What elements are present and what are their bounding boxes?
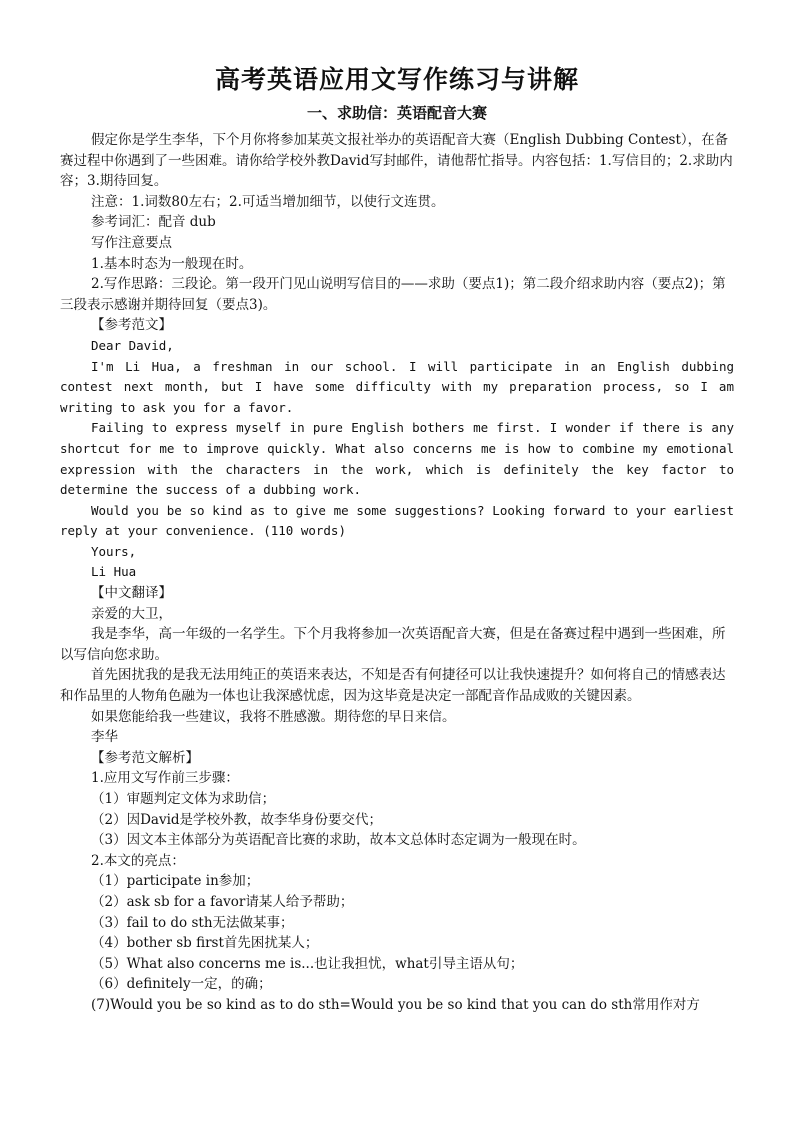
translation-heading: 【中文翻译】 [91,585,172,602]
tip-item: 2.写作思路：三段论。第一段开门见山说明写信目的——求助（要点1)；第二段介绍求助内容（要点2)；第三段表示感谢并期待回复（要点3)。 [60,276,726,313]
highlight-item: (7)Would you be so kind as to do sth=Would you be so kind that you can do sth常用作对方 [91,996,700,1013]
task-vocabulary: 参考词汇：配音 dub [91,214,216,231]
tip-item: 1.基本时态为一般现在时。 [91,255,253,272]
translation-greeting: 亲爱的大卫， [91,605,172,622]
analysis-point: 1.应用文写作前三步骤： [91,770,239,787]
highlight-item: （3）fail to do sth无法做某事； [91,914,294,931]
analysis-step: （1）审题判定文体为求助信； [91,791,276,807]
task-prompt: 假定你是学生李华，下个月你将参加某英文报社举办的英语配音大赛（English Dubbing Contest），在备赛过程中你遇到了一些困难。请你给学校外教David写封邮件，请他帮忙指导。内容包括：1.写信目的；2.求助内容；3.期待回复。 [60,132,733,190]
highlight-item: （5）What also concerns me is...也让我担忧，what引导主语从句； [91,955,524,972]
document-page [60,62,734,1016]
analysis-step: （3）因文本主体部分为英语配音比赛的求助，故本文总体时态定调为一般现在时。 [91,832,586,849]
task-note: 注意：1.词数80左右；2.可适当增加细节，以使行文连贯。 [91,193,445,210]
sample-closing: Yours, [91,543,137,559]
highlight-item: （6）definitely一定，的确； [91,976,272,993]
translation-paragraph: 我是李华，高一年级的一名学生。下个月我将参加一次英语配音大赛，但是在备赛过程中遇到一些困难，所以写信向您求助。 [60,626,726,663]
analysis-point: 2.本文的亮点： [91,852,185,869]
highlight-item: （4）bother sb first首先困扰某人； [91,935,319,952]
tips-heading: 写作注意要点 [91,234,172,251]
translation-paragraph: 首先困扰我的是我无法用纯正的英语来表达，不知是否有何捷径可以让我快速提升？如何将自己的情感表达和作品里的人物角色融为一体也让我深感忧虑，因为这毕竟是决定一部配音作品成败的关键因素。 [60,667,726,705]
translation-paragraph: 如果您能给我一些建议，我将不胜感激。期待您的早日来信。 [91,708,456,725]
section-subtitle: 一、求助信：英语配音大赛 [306,104,487,122]
sample-paragraph: Would you be so kind as to give me some suggestions? Looking forward to your earliest reply at your convenience. (110 words) [60,502,734,539]
highlight-item: （2）ask sb for a favor请某人给予帮助； [91,893,354,910]
highlight-item: （1）participate in参加； [91,873,260,890]
sample-paragraph: I'm Li Hua, a freshman in our school. I will participate in an English dubbing contest next month, but I have some difficulty with my preparation process, so I am writing to ask you for a favor. [60,358,734,415]
page-title: 高考英语应用文写作练习与讲解 [214,65,579,94]
sample-signature: Li Hua [91,564,137,580]
sample-paragraph: Failing to express myself in pure English bothers me first. I wonder if there is any shortcut for me to improve quickly. What also concerns me is how to combine my emotional expression with the characters in the work, which is definitely the key factor to determine the success of a dubbing work. [60,420,734,498]
translation-signature: 李华 [91,729,118,746]
sample-heading: 【参考范文】 [91,317,172,334]
analysis-heading: 【参考范文解析】 [91,749,199,766]
analysis-step: （2）因David是学校外教，故李华身份要交代； [91,811,383,828]
sample-greeting: Dear David, [91,337,174,353]
